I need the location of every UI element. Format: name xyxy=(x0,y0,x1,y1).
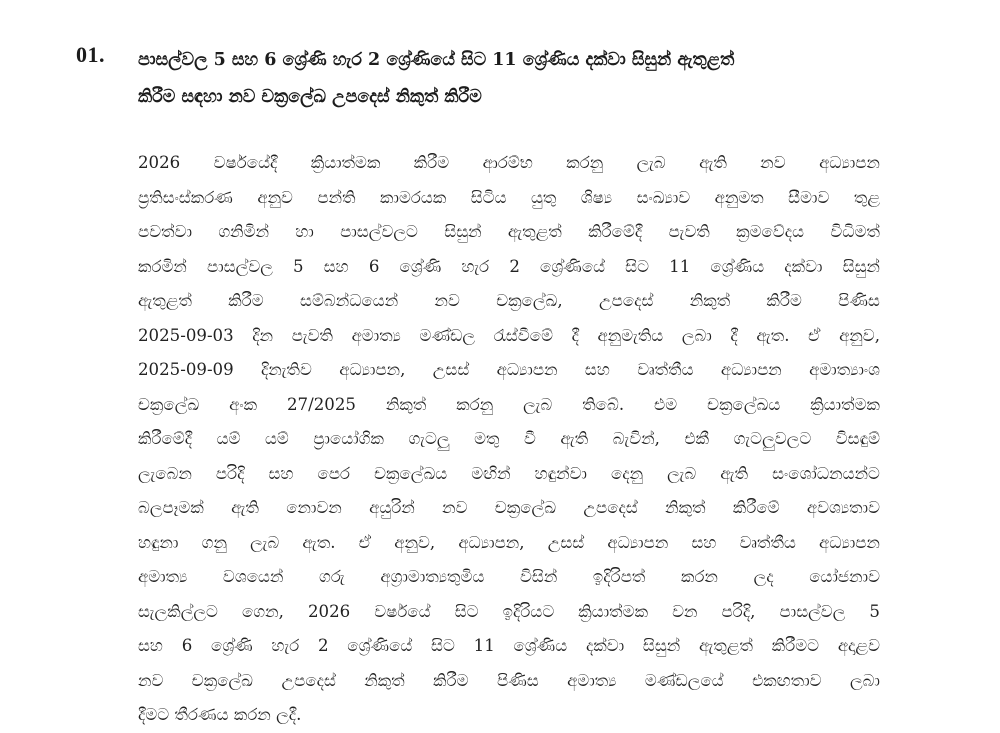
item-heading xyxy=(138,42,878,116)
body-line: හඳුනා ගනු ලැබ ඇත. ඒ අනුව, අධ්‍යාපන, උසස් අධ්‍යාපන සහ වෘත්තීය අධ්‍යාපන xyxy=(138,532,880,552)
body-line: පවත්වා ගනිමින් හා පාසල්වලට සිසුන් ඇතුළත් කිරීමේදී පැවති ක්‍රමවේදය විධිමත් xyxy=(138,222,880,241)
body-line: කරමින් පාසල්වල 5 සහ 6 ශ්‍රේණි හැර 2 ශ්‍රේණියේ සිට 11 ශ්‍රේණිය දක්වා සිසුන් xyxy=(138,256,880,276)
body-line: දීමට තීරණය කරන ලදී. xyxy=(138,705,302,724)
body-line: ලැබෙන පරිදි සහ පෙර චක්‍රලේඛය මඟින් හඳුන්වා දෙනු ලැබ ඇති සංශෝධනයන්ට xyxy=(138,463,880,483)
body-line: සැලකිල්ලට ගෙන, 2026 වර්ෂයේ සිට ඉදිරියට ක්‍රියාත්මක වන පරිදි, පාසල්වල 5 xyxy=(138,601,880,621)
body-line: නව චක්‍රලේඛ උපදෙස් නිකුත් කිරීම පිණිස අමාත්‍ය මණ්ඩලයේ එකඟතාව ලබා xyxy=(138,670,880,690)
body-line: ඇතුළත් කිරීම සම්බන්ධයෙන් නව චක්‍රලේඛ, උපදෙස් නිකුත් කිරීම පිණිස xyxy=(138,291,880,310)
body-line: චක්‍රලේඛ අංක 27/2025 නිකුත් කරනු ලැබ තිබේ. එම චක්‍රලේඛය ක්‍රියාත්මක xyxy=(138,394,880,414)
body-line: සහ 6 ශ්‍රේණි හැර 2 ශ්‍රේණියේ සිට 11 ශ්‍රේණිය දක්වා සිසුන් ඇතුළත් කිරීමට අදාළව xyxy=(138,636,880,655)
body-line: බලපෑමක් ඇති නොවන අයුරින් නව චක්‍රලේඛ උපදෙස් නිකුත් කිරීමේ අවශ්‍යතාව xyxy=(138,498,880,517)
item-number: 01. xyxy=(76,42,105,67)
body-line: 2025-09-09 දිනැතිව අධ්‍යාපන, උසස් අධ්‍යාපන සහ වෘත්තීය අධ්‍යාපන අමාත්‍යාංශ xyxy=(138,360,880,379)
body-line: ප්‍රතිසංස්කරණ අනුව පන්ති කාමරයක සිටිය යුතු ශිෂ්‍ය සංඛ්‍යාව අනුමත සීමාව තුළ xyxy=(138,187,880,207)
body-line: කිරීමේදී යම් යම් ප්‍රායෝගික ගැටලු මතු වී ඇති බැවින්, එකී ගැටලුවලට විසඳුම් xyxy=(138,429,880,448)
heading-line: කිරීම සඳහා නව චක්‍රලේඛ උපදෙස් නිකුත් කිරීම xyxy=(138,87,482,107)
body-paragraph xyxy=(138,146,880,733)
body-line: 2026 වර්ෂයේදී ක්‍රියාත්මක කිරීම ආරම්භ කරනු ලැබ ඇති නව අධ්‍යාපන xyxy=(138,153,880,172)
heading-line: පාසල්වල 5 සහ 6 ශ්‍රේණි හැර 2 ශ්‍රේණියේ සිට 11 ශ්‍රේණිය දක්වා සිසුන් ඇතුළත් xyxy=(138,50,735,70)
body-line: අමාත්‍ය වශයෙන් ගරු අග්‍රාමාත්‍යතුමිය විසින් ඉදිරිපත් කරන ලද යෝජනාව xyxy=(138,567,880,586)
body-line: 2025-09-03 දින පැවති අමාත්‍ය මණ්ඩල රැස්වීමේ දී අනුමැතිය ලබා දී ඇත. ඒ අනුව, xyxy=(138,325,880,345)
